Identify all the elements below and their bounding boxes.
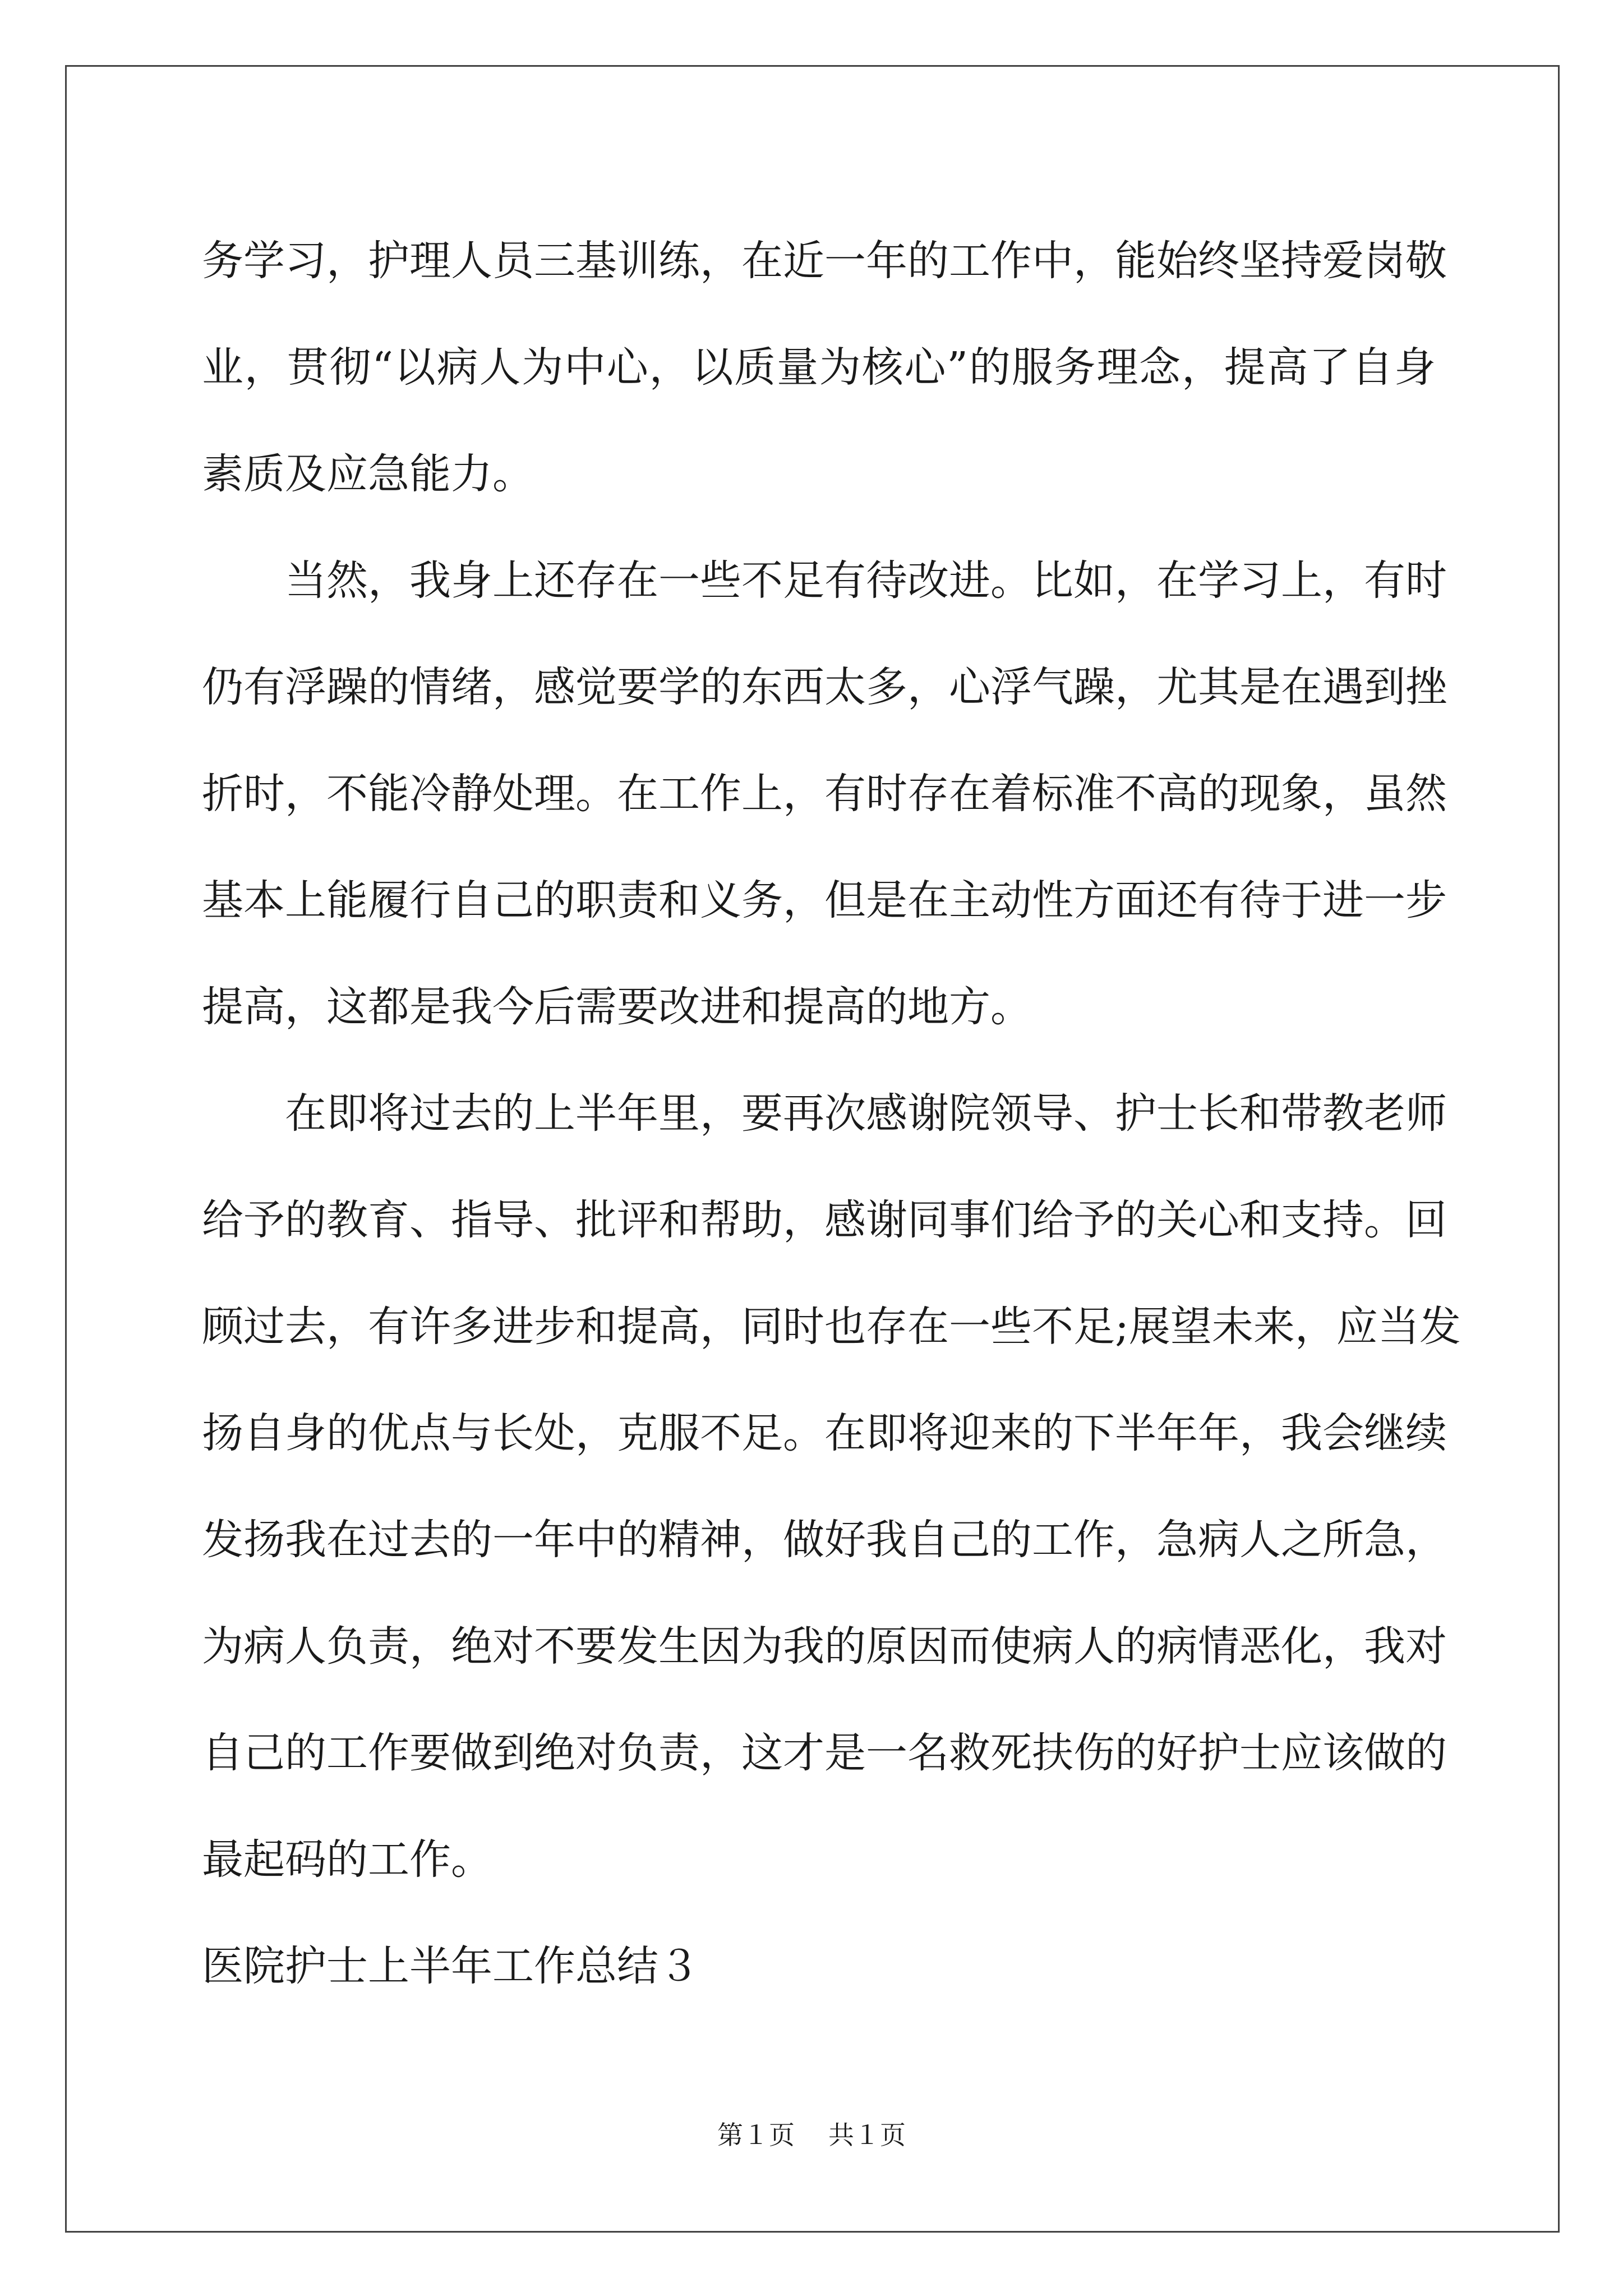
- text-line: 基本上能履行自己的职责和义务，但是在主动性方面还有待于进一步: [202, 876, 1447, 924]
- text-line: 扬自身的优点与长处，克服不足。在即将迎来的下半年年，我会继续: [202, 1409, 1447, 1457]
- document-body: [202, 208, 1461, 2019]
- text-line: 顾过去，有许多进步和提高，同时也存在一些不足;展望未来，应当发: [202, 1303, 1461, 1351]
- text-line: 仍有浮躁的情绪，感觉要学的东西太多，心浮气躁，尤其是在遇到挫: [202, 663, 1447, 711]
- text-line: 提高，这都是我今后需要改进和提高的地方。: [202, 983, 1032, 1031]
- section-heading: 医院护士上半年工作总结３: [202, 1942, 700, 1990]
- paragraph-1: [202, 208, 1447, 527]
- page-footer: [0, 2115, 1623, 2152]
- page-number: 第１页: [717, 2120, 795, 2150]
- paragraph-3: [202, 1060, 1461, 1913]
- text-line: 最起码的工作。: [202, 1835, 492, 1884]
- text-line: 为病人负责，绝对不要发生因为我的原因而使病人的病情恶化，我对: [202, 1622, 1447, 1671]
- text-line: 素质及应急能力。: [202, 450, 534, 498]
- text-line: 业，贯彻“以病人为中心，以质量为核心”的服务理念，提高了自身: [202, 343, 1436, 392]
- text-line: 在即将过去的上半年里，要再次感谢院领导、护士长和带教老师: [285, 1089, 1447, 1138]
- total-pages: 共１页: [828, 2120, 906, 2150]
- text-line: 务学习，护理人员三基训练，在近一年的工作中，能始终坚持爱岗敬: [202, 237, 1447, 285]
- text-line: 发扬我在过去的一年中的精神，做好我自己的工作，急病人之所急，: [202, 1516, 1447, 1564]
- text-line: 给予的教育、指导、批评和帮助，感谢同事们给予的关心和支持。回: [202, 1196, 1447, 1244]
- paragraph-2: [202, 527, 1447, 1060]
- text-line: 折时，不能冷静处理。在工作上，有时存在着标准不高的现象，虽然: [202, 770, 1447, 818]
- text-line: 自己的工作要做到绝对负责，这才是一名救死扶伤的好护士应该做的: [202, 1729, 1447, 1777]
- text-line: 当然，我身上还存在一些不足有待改进。比如，在学习上，有时: [285, 556, 1447, 605]
